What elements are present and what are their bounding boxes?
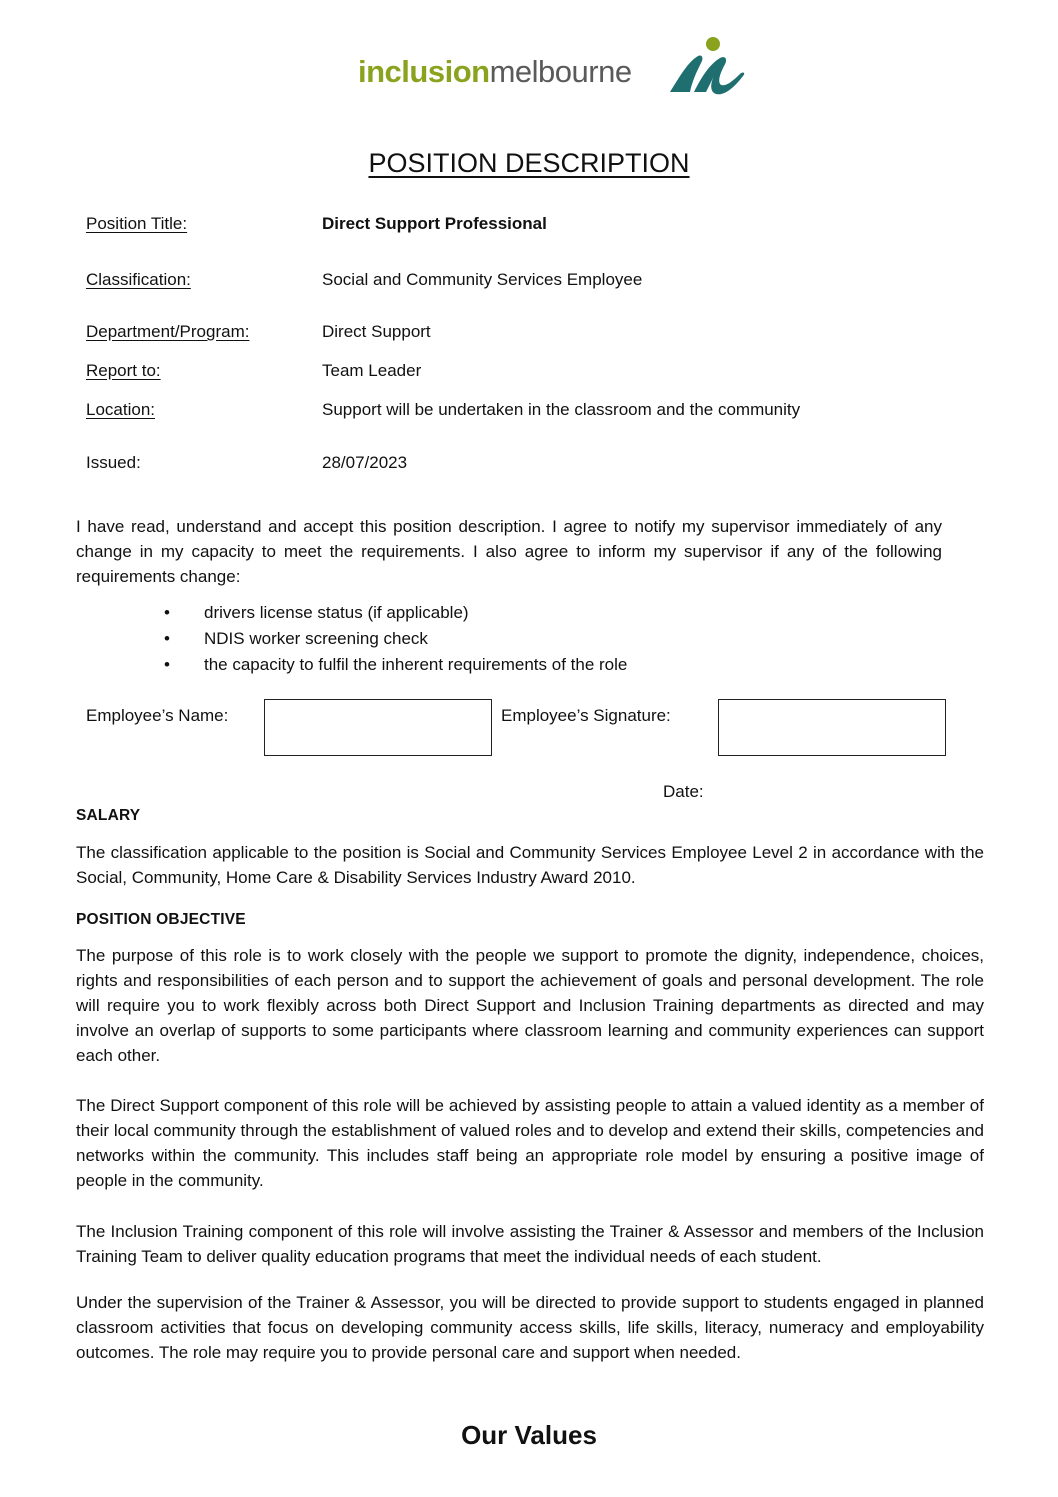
employee-name-field[interactable] bbox=[264, 699, 492, 756]
bullet-glyph: • bbox=[164, 603, 170, 622]
employee-signature-label: Employee’s Signature: bbox=[501, 706, 671, 725]
objective-paragraph-3: The Inclusion Training component of this role will involve assisting the Trainer & Assessor and members of the Inclusion Training Team to deliver quality education programs that meet the individual needs of each student. bbox=[76, 1222, 984, 1266]
objective-paragraph-2: The Direct Support component of this role will be achieved by assisting people to attain a valued identity as a member of their local community through the establishment of valued roles and to develop and extend their skills, competencies and networks within the community. This includes staff being an appropriate role model by ensuring a positive image of people in the community. bbox=[76, 1096, 984, 1190]
position-objective-heading: POSITION OBJECTIVE bbox=[76, 911, 246, 928]
logo-im-mark-icon bbox=[666, 36, 750, 98]
location-value: Support will be undertaken in the classroom and the community bbox=[322, 400, 801, 419]
list-item-text: drivers license status (if applicable) bbox=[204, 603, 469, 622]
report-to-label: Report to: bbox=[86, 361, 161, 380]
position-title-label: Position Title: bbox=[86, 214, 188, 233]
classification-value: Social and Community Services Employee bbox=[322, 270, 643, 289]
our-values-heading: Our Values bbox=[461, 1420, 597, 1450]
location-label: Location: bbox=[86, 400, 155, 419]
issued-label: Issued: bbox=[86, 453, 141, 472]
salary-text: The classification applicable to the position is Social and Community Services Employee Level 2 in accordance with the Social, Community, Home Care & Disability Services Industry Award 2010. bbox=[76, 843, 984, 887]
document-title: POSITION DESCRIPTION bbox=[368, 148, 690, 178]
date-label: Date: bbox=[663, 782, 704, 801]
objective-paragraph-1: The purpose of this role is to work closely with the people we support to promote the dignity, independence, choices, rights and responsibilities of each person and to support the achievement of goals and personal development. The role will require you to work flexibly across both Direct Support and Inclusion Training departments as directed and may involve an overlap of supports to some participants where classroom learning and community experiences can support each other. bbox=[76, 946, 984, 1065]
logo-wordmark bbox=[358, 54, 632, 90]
list-item-text: the capacity to fulfil the inherent requirements of the role bbox=[204, 655, 628, 674]
bullet-glyph: • bbox=[164, 655, 170, 674]
report-to-value: Team Leader bbox=[322, 361, 422, 380]
objective-paragraph-4: Under the supervision of the Trainer & Assessor, you will be directed to provide support to students engaged in planned classroom activities that focus on developing community access skills, life skills, literacy, numeracy and employability outcomes. The role may require you to provide personal care and support when needed. bbox=[76, 1293, 984, 1362]
position-title-value: Direct Support Professional bbox=[322, 214, 547, 233]
department-label: Department/Program: bbox=[86, 322, 250, 341]
list-item bbox=[160, 652, 627, 678]
employee-signature-field[interactable] bbox=[718, 699, 946, 756]
salary-heading: SALARY bbox=[76, 807, 141, 824]
logo-wordmark-melbourne: melbourne bbox=[489, 54, 632, 89]
bullet-glyph: • bbox=[164, 629, 170, 648]
issued-value: 28/07/2023 bbox=[322, 453, 408, 472]
logo-wordmark-inclusion: inclusion bbox=[358, 54, 490, 89]
classification-label: Classification: bbox=[86, 270, 191, 289]
inclusion-melbourne-logo bbox=[358, 36, 748, 98]
list-item bbox=[160, 626, 627, 652]
acceptance-statement: I have read, understand and accept this position description. I agree to notify my supervisor immediately of any change in my capacity to meet the requirements. I also agree to inform my supervisor if any of the following requirements change: bbox=[76, 517, 942, 586]
list-item-text: NDIS worker screening check bbox=[204, 629, 428, 648]
list-item bbox=[160, 600, 627, 626]
requirements-list bbox=[160, 600, 627, 678]
employee-name-label: Employee’s Name: bbox=[86, 706, 229, 725]
department-value: Direct Support bbox=[322, 322, 431, 341]
